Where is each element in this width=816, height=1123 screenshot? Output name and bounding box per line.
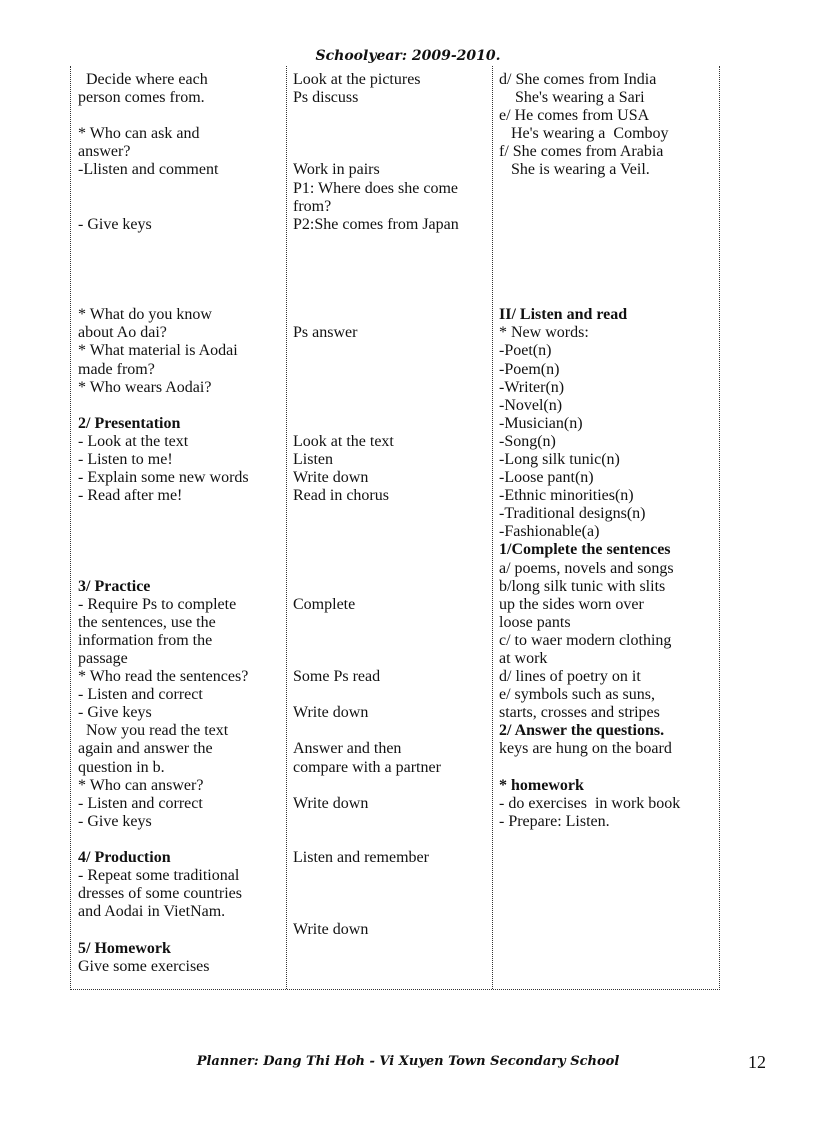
text-line: Write down (293, 704, 369, 722)
section-heading: 2/ Answer the questions. (499, 722, 665, 740)
text-line: - Require Ps to complete (78, 595, 237, 613)
text-line: * Who can ask and (78, 125, 200, 143)
text-line: Look at the text (293, 432, 394, 450)
text-line: - Listen and correct (78, 794, 203, 812)
text-line: Read in chorus (293, 487, 389, 505)
text-line: Give some exercises (78, 957, 210, 975)
text-line (293, 686, 489, 704)
text-line: - do exercises in work book (499, 794, 681, 812)
text-line: * What do you know (78, 306, 212, 324)
text-line (293, 361, 489, 379)
section-heading: 1/Complete the sentences (499, 541, 671, 559)
text-line: about Ao dai? (78, 324, 167, 342)
text-line: She is wearing a Veil. (499, 161, 650, 179)
text-line: * Who read the sentences? (78, 668, 249, 686)
text-line: * What material is Aodai (78, 342, 238, 360)
text-line: from? (293, 197, 332, 215)
text-line: Listen and remember (293, 849, 429, 867)
text-line (293, 143, 489, 161)
text-line: - Give keys (78, 215, 152, 233)
text-line (78, 180, 283, 198)
text-line (293, 107, 489, 125)
column-divider (286, 66, 287, 989)
text-line: -Writer(n) (499, 378, 565, 396)
text-line: again and answer the (78, 740, 213, 758)
text-line: - Give keys (78, 704, 152, 722)
text-line (293, 578, 489, 596)
text-line: f/ She comes from Arabia (499, 143, 664, 161)
text-line: Listen (293, 450, 333, 468)
text-line: a/ poems, novels and songs (499, 559, 674, 577)
text-line: Look at the pictures (293, 71, 421, 88)
text-line: She's wearing a Sari (499, 89, 645, 107)
text-line: Write down (293, 794, 369, 812)
text-line: up the sides worn over (499, 595, 644, 613)
text-line: - Look at the text (78, 432, 189, 450)
text-line (78, 523, 283, 541)
text-line: - Prepare: Listen. (499, 812, 610, 830)
text-line: information from the (78, 631, 213, 649)
text-line: Some Ps read (293, 668, 381, 686)
section-heading: 3/ Practice (78, 577, 151, 595)
text-line: Ps answer (293, 324, 358, 342)
teacher-activities-column (78, 71, 283, 976)
planner-footer: Planner: Dang Thi Hoh - Vi Xuyen Town Secondary School (196, 1054, 620, 1069)
text-line: - Listen to me! (78, 450, 173, 468)
text-line: b/long silk tunic with slits (499, 577, 666, 595)
text-line (78, 198, 283, 216)
text-line: Complete (293, 595, 356, 613)
text-line (499, 759, 715, 777)
text-line: -Fashionable(a) (499, 523, 600, 541)
text-line (78, 921, 283, 939)
text-line: d/ lines of poetry on it (499, 668, 641, 686)
text-line (499, 198, 715, 216)
text-line (293, 813, 489, 831)
text-line: * Who wears Aodai? (78, 378, 212, 396)
text-line: Decide where each (78, 71, 208, 88)
text-line (293, 632, 489, 650)
section-heading: 4/ Production (78, 849, 171, 867)
text-line: answer? (78, 143, 131, 161)
text-line: Work in pairs (293, 161, 380, 179)
text-line: the sentences, use the (78, 613, 216, 631)
text-line: e/ symbols such as suns, (499, 686, 655, 704)
text-line: question in b. (78, 758, 165, 776)
text-line: - Repeat some traditional (78, 867, 240, 885)
text-line: e/ He comes from USA (499, 107, 650, 125)
text-line (293, 234, 489, 252)
text-line (293, 342, 489, 360)
text-line (293, 831, 489, 849)
page-number: 12 (748, 1052, 766, 1072)
text-line: Now you read the text (78, 722, 229, 740)
text-line: -Musician(n) (499, 414, 583, 432)
text-line (78, 234, 283, 252)
text-line: c/ to waer modern clothing (499, 631, 672, 649)
text-line: * Who can answer? (78, 776, 204, 794)
text-line: P2:She comes from Japan (293, 215, 459, 233)
text-line (293, 777, 489, 795)
text-line: Ps discuss (293, 89, 359, 107)
text-line: -Ethnic minorities(n) (499, 487, 634, 505)
school-year-header: Schoolyear: 2009-2010. (315, 48, 501, 64)
text-line: Write down (293, 921, 369, 939)
text-line (293, 270, 489, 288)
text-line: - Give keys (78, 812, 152, 830)
content-column (499, 71, 715, 831)
text-line (293, 867, 489, 885)
text-line (293, 252, 489, 270)
lesson-plan-table (70, 66, 720, 990)
text-line: passage (78, 650, 128, 667)
text-line: -Poet(n) (499, 342, 552, 360)
text-line: d/ She comes from India (499, 71, 657, 88)
text-line (499, 216, 715, 234)
text-line (78, 107, 283, 125)
text-line: P1: Where does she come (293, 179, 458, 197)
text-line: starts, crosses and stripes (499, 704, 660, 722)
text-line: at work (499, 650, 548, 667)
text-line (293, 560, 489, 578)
text-line (293, 903, 489, 921)
text-line: -Song(n) (499, 432, 556, 450)
text-line (499, 288, 715, 306)
section-heading: 5/ Homework (78, 939, 171, 957)
text-line (293, 288, 489, 306)
student-activities-column (293, 71, 489, 940)
text-line: made from? (78, 360, 155, 378)
text-line: Write down (293, 469, 369, 487)
text-line: -Loose pant(n) (499, 469, 594, 487)
text-line (499, 252, 715, 270)
text-line (293, 541, 489, 559)
text-line: He's wearing a Comboy (499, 125, 669, 143)
text-line: - Read after me! (78, 487, 183, 505)
text-line (78, 252, 283, 270)
text-line: loose pants (499, 613, 571, 631)
text-line (293, 125, 489, 143)
text-line: -Poem(n) (499, 360, 560, 378)
text-line: -Long silk tunic(n) (499, 450, 620, 468)
text-line: -Traditional designs(n) (499, 505, 646, 523)
text-line (78, 288, 283, 306)
text-line (293, 523, 489, 541)
text-line (293, 614, 489, 632)
text-line (293, 379, 489, 397)
text-line: - Explain some new words (78, 469, 249, 487)
text-line: -Novel(n) (499, 396, 563, 414)
text-line (78, 560, 283, 578)
text-line: * New words: (499, 324, 589, 342)
text-line (78, 831, 283, 849)
text-line (499, 234, 715, 252)
column-divider (492, 66, 493, 989)
text-line (499, 180, 715, 198)
text-line (78, 541, 283, 559)
text-line (293, 306, 489, 324)
text-line: dresses of some countries (78, 885, 242, 903)
text-line (293, 650, 489, 668)
text-line (78, 270, 283, 288)
text-line (78, 505, 283, 523)
text-line: person comes from. (78, 89, 205, 107)
text-line (293, 885, 489, 903)
text-line: and Aodai in VietNam. (78, 903, 226, 921)
text-line (293, 397, 489, 415)
text-line: keys are hung on the board (499, 740, 672, 758)
text-line (78, 397, 283, 415)
text-line: compare with a partner (293, 758, 441, 776)
text-line: - Listen and correct (78, 686, 203, 704)
section-heading: * homework (499, 776, 584, 794)
text-line (499, 270, 715, 288)
text-line: -Llisten and comment (78, 161, 219, 179)
text-line (293, 505, 489, 523)
section-heading: II/ Listen and read (499, 306, 628, 324)
text-line (293, 415, 489, 433)
text-line (293, 722, 489, 740)
text-line: Answer and then (293, 740, 402, 758)
section-heading: 2/ Presentation (78, 414, 181, 432)
